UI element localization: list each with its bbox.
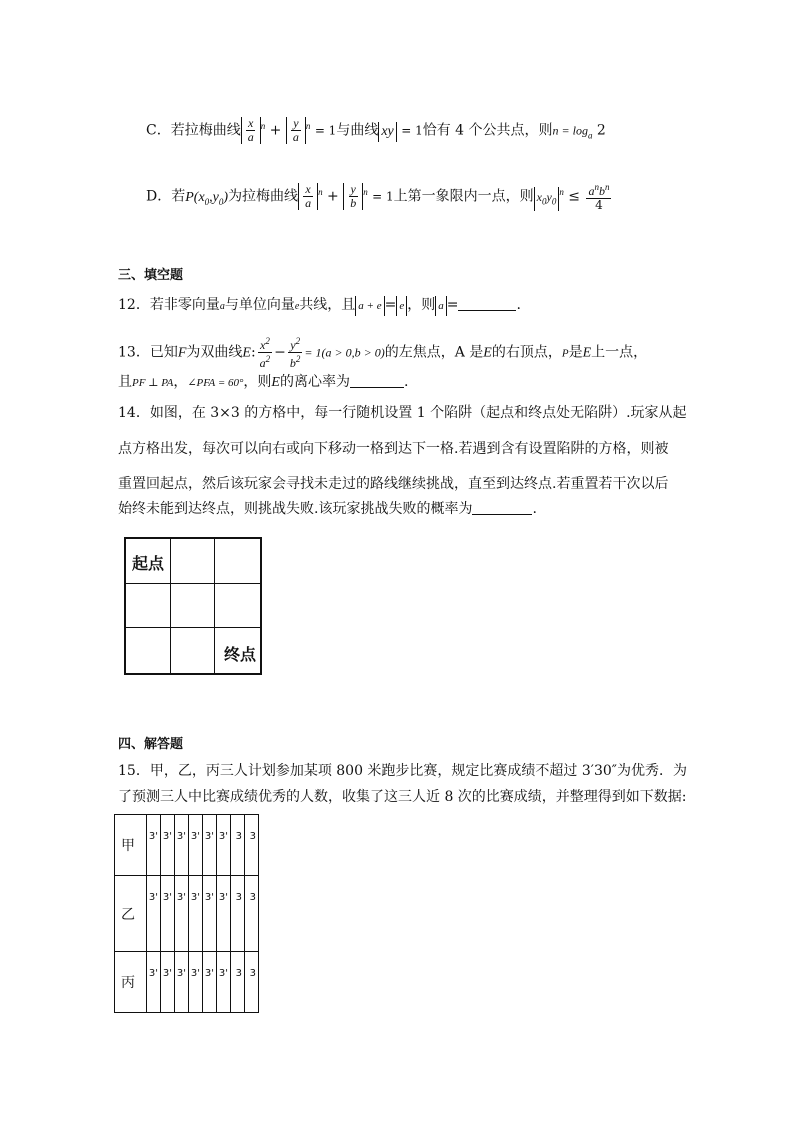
table-cell: 3'	[217, 876, 231, 952]
sub-zero: 0	[204, 196, 210, 207]
log-base: a	[587, 130, 593, 141]
leq-sign: ≤	[568, 188, 581, 205]
result-expr: n = log	[552, 123, 588, 138]
period: .	[532, 501, 537, 517]
table-cell: 3'	[189, 876, 203, 952]
table-cell: 3'	[217, 952, 231, 1013]
abs-a-plus-e: a + e	[355, 296, 384, 316]
sub-zero: 0	[218, 196, 224, 207]
table-cell: 3	[245, 815, 259, 876]
section-heading-solve: 四、解答题	[118, 737, 184, 752]
equals: =	[446, 297, 459, 313]
frac-num: x	[248, 116, 254, 131]
equals-one: = 1	[372, 189, 394, 204]
grid-cell	[171, 539, 216, 584]
q13-text2: 为双曲线	[186, 344, 243, 361]
table-cell: 3	[245, 952, 259, 1013]
question-14-line4	[118, 499, 537, 519]
frac-den	[258, 353, 273, 370]
point-close: )	[223, 189, 229, 205]
question-15-line2: 了预测三人中比赛成绩优秀的人数，收集了这三人近 8 次的比赛成绩，并整理得到如下数据:	[118, 789, 687, 805]
y0-var: y	[546, 189, 552, 204]
table-cell: 3	[231, 815, 245, 876]
grid-cell	[171, 628, 216, 673]
option-d	[146, 181, 613, 212]
table-row	[115, 815, 259, 876]
table-cell: 3'	[147, 815, 161, 876]
den-b: b	[289, 356, 296, 370]
option-d-prefix: D．若	[146, 188, 186, 205]
exp-n: n	[260, 121, 266, 131]
exp-n: n	[318, 186, 323, 197]
num-y: y	[290, 338, 296, 352]
table-cell: 3	[231, 952, 245, 1013]
angle-expr: ∠PFA = 60°	[187, 377, 244, 389]
table-cell: 3'	[175, 815, 189, 876]
start-label: 起点	[132, 554, 165, 573]
end-label: 终点	[223, 645, 256, 664]
abs-e: e	[396, 296, 407, 316]
row-name: 甲	[115, 815, 147, 876]
result-end: 2	[592, 122, 606, 139]
q12-text2: 与单位向量	[224, 297, 295, 313]
exp-n: n	[305, 121, 311, 131]
var-e: E	[242, 345, 251, 361]
table-cell: 3'	[161, 815, 175, 876]
point-p-start: P(x	[185, 189, 205, 205]
question-15-line1: 15．甲，乙，丙三人计划参加某项 800 米跑步比赛，规定比赛成绩不超过 3′30″为优秀．为	[118, 763, 688, 779]
option-d-mid1: 为拉梅曲线	[228, 188, 299, 205]
table-cell: 3'	[175, 952, 189, 1013]
grid-cell	[126, 628, 171, 673]
period: .	[516, 297, 521, 313]
abs-x-over-a	[298, 183, 318, 210]
table-row	[115, 952, 259, 1013]
abs-x0y0	[534, 187, 560, 211]
exp-n: n	[594, 182, 599, 192]
question-14-line3: 重置回起点，然后该玩家会寻找未走过的路线继续挑战，直至到达终点.若重置若干次以后	[118, 476, 669, 492]
vector-e: e	[294, 301, 300, 312]
var-f: F	[177, 345, 187, 361]
frac-anbn-over-4	[586, 181, 611, 212]
num-x: x	[260, 338, 266, 352]
question-12	[118, 295, 521, 317]
equals-one: = 1	[314, 123, 337, 138]
q14-line4-text: 始终未能到达终点，则挑战失败.该玩家挑战失败的概率为	[118, 501, 473, 517]
vector-a: a	[219, 301, 225, 312]
option-c	[146, 116, 606, 145]
table-cell: 3	[245, 876, 259, 952]
frac-num: y	[350, 182, 356, 196]
frac-den	[288, 353, 303, 370]
q13-line2a: 且	[118, 374, 132, 390]
abs-a: a	[435, 296, 447, 316]
frac-num	[258, 335, 272, 353]
frac-num: x	[305, 182, 311, 196]
period: .	[403, 374, 409, 390]
table-row	[115, 876, 259, 952]
table-cell: 3'	[189, 952, 203, 1013]
q12-text4: ，则	[407, 297, 436, 313]
table-cell: 3'	[147, 876, 161, 952]
option-c-mid2: 恰有 4 个公共点，则	[422, 122, 553, 139]
frac-den: b	[350, 196, 357, 210]
option-c-mid1: 与曲线	[336, 122, 379, 139]
answer-blank[interactable]	[472, 500, 532, 515]
minus: −	[274, 344, 286, 361]
plus: +	[327, 188, 339, 205]
race-results-table	[114, 814, 259, 1013]
q13-text1: 13．已知	[118, 344, 178, 361]
table-cell: 3'	[217, 815, 231, 876]
q13-text6: 上一点，	[591, 344, 648, 361]
table-cell: 3'	[175, 876, 189, 952]
abs-x-over-a	[241, 117, 261, 144]
table-cell: 3'	[203, 952, 217, 1013]
table-cell: 3'	[203, 876, 217, 952]
table-cell: 3'	[203, 815, 217, 876]
trap-grid-figure	[124, 537, 262, 675]
question-13-line2	[118, 372, 408, 393]
plus: +	[269, 122, 282, 139]
frac-num	[586, 181, 611, 199]
perpendicular-expr: PF ⊥ PA	[132, 377, 174, 389]
exp-two: 2	[265, 336, 270, 346]
table-cell: 3'	[189, 815, 203, 876]
table-cell: 3'	[147, 952, 161, 1013]
hyperbola-condition: = 1(a > 0,b > 0)	[304, 345, 385, 360]
point-comma: ,y	[209, 189, 219, 205]
grid-cell	[171, 584, 216, 629]
table-cell: 3'	[161, 952, 175, 1013]
equals: =	[384, 297, 397, 313]
var-e: E	[271, 375, 280, 390]
colon: :	[250, 344, 256, 361]
frac-num: y	[293, 116, 299, 131]
q13-text5: 是	[568, 344, 583, 361]
exp-n: n	[363, 186, 368, 197]
frac-den: 4	[595, 198, 603, 212]
option-c-prefix: C．若拉梅曲线	[146, 122, 241, 139]
grid-cell	[215, 539, 260, 584]
q12-text3: 共线，且	[299, 297, 356, 313]
sub-zero: 0	[542, 195, 547, 206]
row-name: 丙	[115, 952, 147, 1013]
exp-two: 2	[265, 354, 271, 364]
exp-n: n	[604, 182, 610, 192]
var-e: E	[483, 345, 492, 361]
q13-text4: 的右顶点，	[491, 344, 562, 361]
exp-two: 2	[295, 354, 301, 364]
question-13	[118, 335, 647, 370]
point-p	[185, 190, 228, 205]
answer-blank[interactable]	[350, 373, 404, 388]
question-14-line1: 14．如图，在 3×3 的方格中，每一行随机设置 1 个陷阱（起点和终点处无陷阱）.玩家从起	[118, 405, 687, 421]
abs-xy: xy	[378, 122, 396, 142]
grid-cell-start	[126, 539, 171, 584]
num-a: a	[588, 184, 595, 198]
sub-zero: 0	[551, 195, 557, 206]
x0-var: x	[536, 189, 542, 204]
option-d-mid2: 上第一象限内一点，则	[393, 188, 534, 205]
exp-n: n	[559, 186, 564, 197]
grid-cell	[215, 584, 260, 629]
q13-text3: 的左焦点，A 是	[384, 344, 484, 361]
exp-two: 2	[295, 336, 301, 346]
den-a: a	[259, 356, 266, 370]
comma: ，	[173, 374, 188, 390]
q13-line2c: 的离心率为	[279, 374, 350, 390]
var-e: E	[582, 345, 592, 361]
var-p: P	[561, 347, 569, 360]
q13-line2b: ，则	[243, 374, 272, 390]
row-name: 乙	[115, 876, 147, 952]
frac-den: a	[247, 130, 254, 145]
abs-y-over-b	[343, 183, 363, 210]
equals-one: = 1	[401, 123, 423, 138]
table-cell: 3'	[161, 876, 175, 952]
frac-den: a	[305, 196, 312, 210]
grid-cell	[126, 584, 171, 629]
table-cell: 3	[231, 876, 245, 952]
frac-den: a	[292, 130, 299, 145]
grid-cell-end	[215, 628, 260, 673]
answer-blank[interactable]	[458, 296, 516, 311]
frac-y2-b2	[288, 335, 303, 370]
q12-text1: 12．若非零向量	[118, 297, 220, 313]
frac-x2-a2	[258, 335, 273, 370]
question-14-line2: 点方格出发，每次可以向右或向下移动一格到达下一格.若遇到含有设置陷阱的方格，则被	[118, 441, 669, 457]
section-heading-fill-blank: 三、填空题	[118, 268, 184, 283]
frac-num	[288, 335, 302, 353]
abs-y-over-a	[286, 117, 306, 144]
num-b: b	[598, 184, 605, 198]
